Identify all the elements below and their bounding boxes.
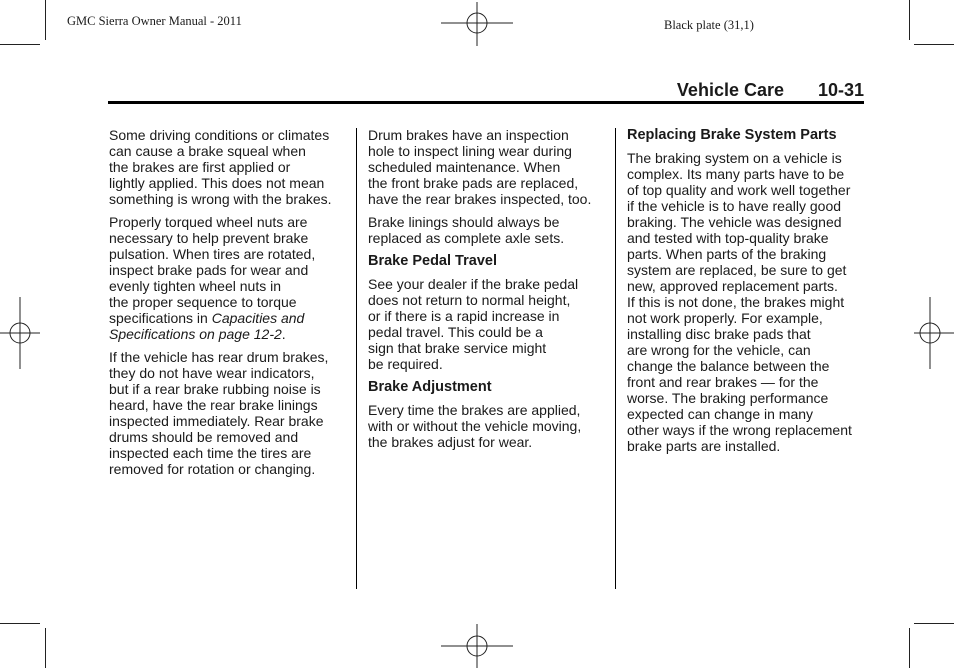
section-title: Vehicle Care <box>676 80 784 100</box>
registration-mark-top <box>441 2 513 46</box>
crop-mark-bl-v <box>45 628 46 668</box>
crop-mark-tr-h <box>914 44 954 45</box>
column-3 <box>627 127 867 461</box>
crop-mark-tl-v <box>45 0 46 40</box>
column-1 <box>109 127 349 484</box>
column-divider-2 <box>615 128 616 589</box>
section-header <box>108 80 864 102</box>
crop-mark-tr-v <box>909 0 910 40</box>
paragraph-replacing-parts: The braking system on a vehicle is complex. Its many parts have to be of top quality and work well together if the vehicle is to have really good braking. The vehicle was designed and tested with top-quality brake parts. When parts of the braking system are replaced, be sure to get new, approved replacement parts. If this is not done, the brakes might not work properly. For example, installing disc brake pads that are wrong for the vehicle, can change the balance between the front and rear brakes — for the worse. The braking performance expected can change in many other ways if the wrong replacement brake parts are installed. <box>627 150 852 454</box>
paragraph-wheel-nuts <box>109 214 349 342</box>
capacities-link[interactable]: Capacities and Specifications on page 12-2 <box>109 310 305 342</box>
column-divider-1 <box>356 128 357 589</box>
paragraph-drum-inspection: Drum brakes have an inspection hole to inspect lining wear during scheduled maintenance. When the front brake pads are replaced, have the rear brakes inspected, too. <box>368 127 592 207</box>
paragraph-pedal-travel: See your dealer if the brake pedal does not return to normal height, or if there is a rapid increase in pedal travel. This could be a sign that brake service might be required. <box>368 276 579 372</box>
doc-title: GMC Sierra Owner Manual - 2011 <box>67 14 242 28</box>
paragraph-rear-drum: If the vehicle has rear drum brakes, they do not have wear indicators, but if a rear brake rubbing noise is heard, have the rear brake linings inspected immediately. Rear brake drums should be removed and inspected each time the tires are removed for rotation or changing. <box>109 349 329 477</box>
crop-mark-br-h <box>914 623 954 624</box>
crop-mark-br-v <box>909 628 910 668</box>
wheel-nuts-end: . <box>281 326 286 342</box>
registration-mark-bottom <box>441 624 513 668</box>
paragraph-brake-adjustment: Every time the brakes are applied, with or without the vehicle moving, the brakes adjust for wear. <box>368 402 582 450</box>
wheel-nuts-text: Properly torqued wheel nuts are necessary to help prevent brake pulsation. When tires are rotated, inspect brake pads for wear and evenly tighten wheel nuts in the proper sequence to torque specifications in <box>109 214 316 326</box>
registration-mark-left <box>0 297 40 369</box>
heading-brake-pedal-travel: Brake Pedal Travel <box>368 253 497 269</box>
plate-label: Black plate (31,1) <box>664 18 754 32</box>
crop-mark-bl-h <box>0 623 40 624</box>
heading-brake-adjustment: Brake Adjustment <box>368 379 492 395</box>
registration-mark-right <box>914 297 954 369</box>
paragraph-brake-squeal: Some driving conditions or climates can cause a brake squeal when the brakes are first applied or lightly applied. This does not mean something is wrong with the brakes. <box>109 127 332 207</box>
column-2 <box>368 127 608 457</box>
header-rule <box>108 101 864 104</box>
heading-replacing-parts: Replacing Brake System Parts <box>627 127 837 143</box>
page-number: 10-31 <box>817 80 864 100</box>
crop-mark-tl-h <box>0 44 40 45</box>
paragraph-brake-linings: Brake linings should always be replaced as complete axle sets. <box>368 214 565 246</box>
